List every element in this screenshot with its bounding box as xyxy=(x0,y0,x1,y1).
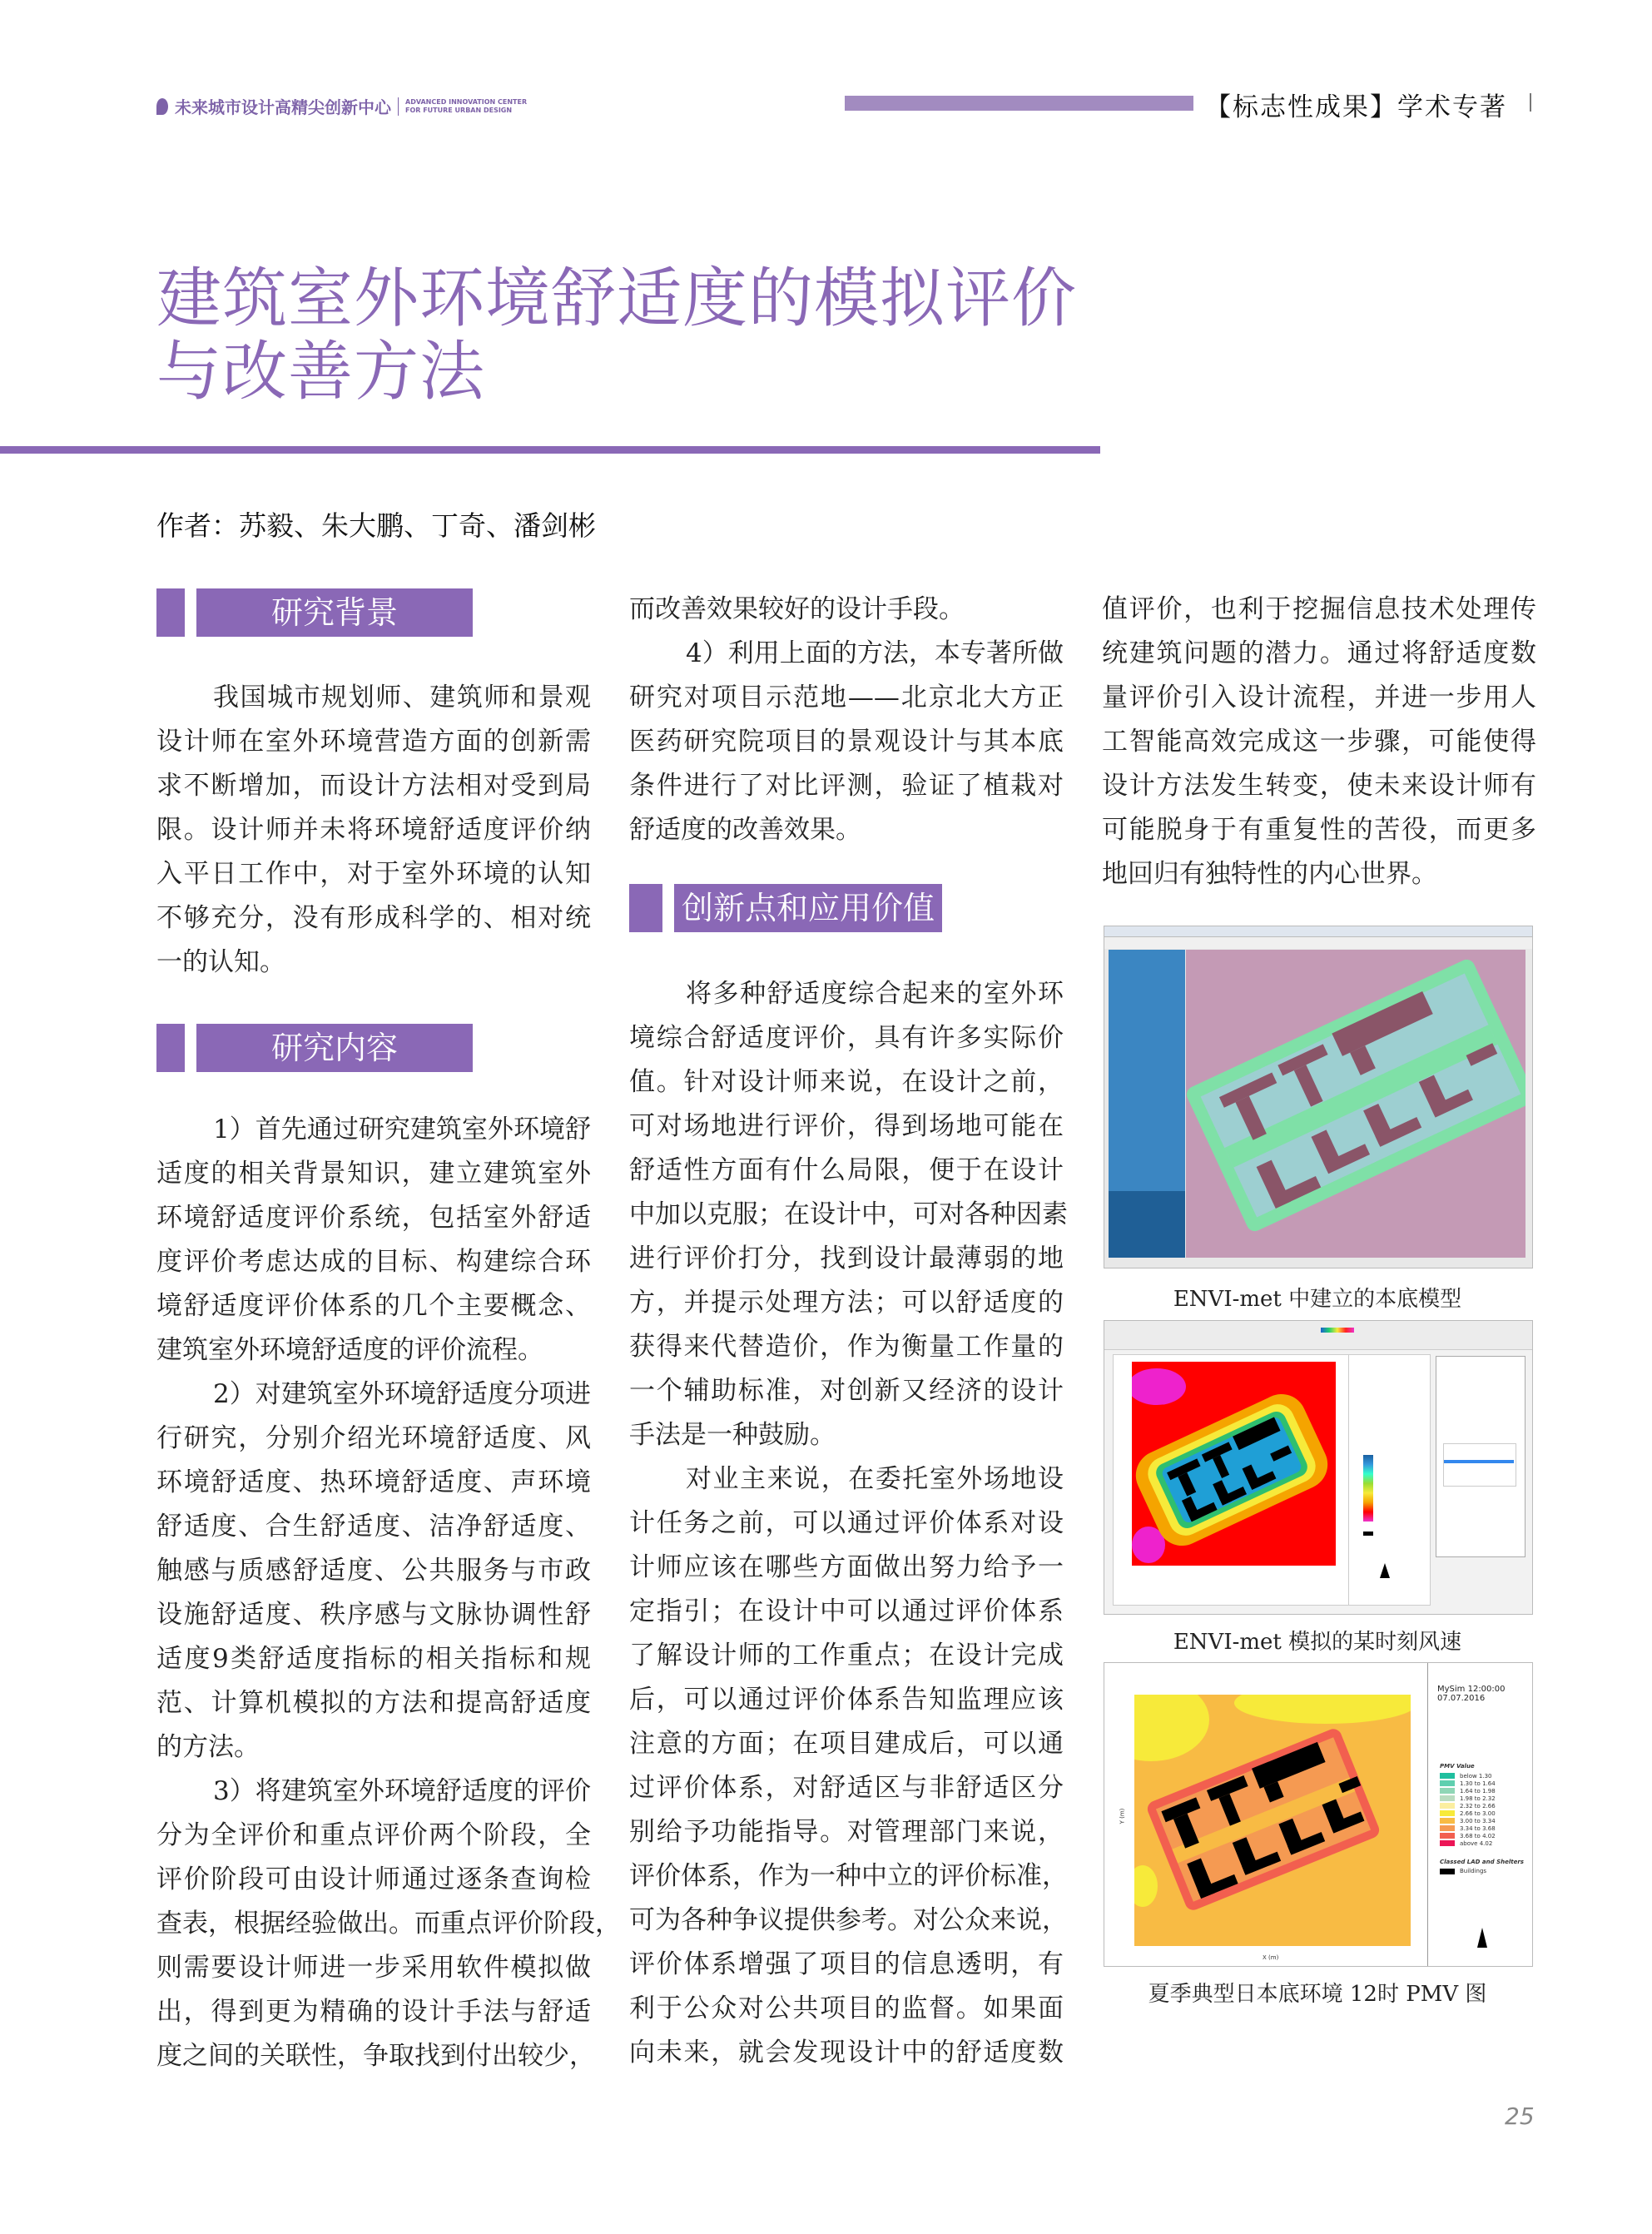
text-line: 分为全评价和重点评价两个阶段，全 xyxy=(156,1820,591,1850)
text-line: 而改善效果较好的设计手段。 xyxy=(629,594,965,624)
text-line: 评价阶段可由设计师通过逐条查询检 xyxy=(156,1864,591,1894)
pmv-legend xyxy=(1440,1763,1524,1874)
figure-2-caption: ENVI-met 模拟的某时刻风速 xyxy=(1173,1630,1462,1655)
legend-swatch xyxy=(1440,1780,1455,1786)
text-line: 设计方法发生转变，使未来设计师有 xyxy=(1102,771,1536,801)
text-line: 一的认知。 xyxy=(156,947,285,977)
text-line: 4）利用上面的方法，本专著所做 xyxy=(686,638,1064,668)
legend-swatch xyxy=(1440,1810,1455,1816)
legend-label: above 4.02 xyxy=(1460,1839,1493,1847)
col1-paragraph-background xyxy=(156,676,591,985)
text-line: 了解设计师的工作重点；在设计完成 xyxy=(629,1641,1064,1671)
legend-label: 3.00 to 3.34 xyxy=(1460,1817,1496,1824)
toolbar xyxy=(1104,937,1532,949)
legend-swatch xyxy=(1440,1833,1455,1839)
text-line: 的方法。 xyxy=(156,1732,260,1762)
wind-map xyxy=(1132,1362,1336,1566)
legend-item xyxy=(1440,1810,1524,1817)
text-line: 查表，根据经验做出。而重点评价阶段， xyxy=(156,1909,621,1939)
text-line: 值评价，也利于挖掘信息技术处理传 xyxy=(1102,594,1536,624)
text-line: 建筑室外环境舒适度的评价流程。 xyxy=(156,1335,543,1365)
window-toolbar xyxy=(1104,1321,1532,1350)
text-line: 将多种舒适度综合起来的室外环 xyxy=(686,979,1064,1009)
legend-title: PMV Value xyxy=(1440,1763,1475,1770)
y-axis-label: Y (m) xyxy=(1119,1808,1126,1824)
title-rule xyxy=(0,446,1100,454)
heading-label: 研究背景 xyxy=(196,588,473,637)
legend-item xyxy=(1440,1802,1524,1810)
text-line: 设计师在室外环境营造方面的创新需 xyxy=(156,727,591,757)
text-line: 研究对项目示范地——北京北大方正 xyxy=(629,683,1064,712)
legend-item xyxy=(1440,1780,1524,1787)
legend-label: 1.30 to 1.64 xyxy=(1460,1780,1496,1787)
text-line: 对业主来说，在委托室外场地设 xyxy=(686,1464,1064,1494)
text-line: 范、计算机模拟的方法和提高舒适度 xyxy=(156,1688,591,1718)
side-panel xyxy=(1109,950,1185,1258)
center-logo xyxy=(156,94,527,118)
text-line: 3）将建筑室外环境舒适度的评价 xyxy=(213,1776,591,1806)
legend-swatch xyxy=(1440,1773,1455,1779)
text-line: 利于公众对公共项目的监督。如果面 xyxy=(629,1993,1064,2023)
text-line: 1）首先通过研究建筑室外环境舒 xyxy=(213,1115,591,1144)
legend-label: Buildings xyxy=(1460,1868,1487,1874)
text-line: 方，并提示处理方法；可以舒适度的 xyxy=(629,1288,1064,1318)
text-line: 进行评价打分，找到设计最薄弱的地 xyxy=(629,1244,1064,1273)
figure-wind-speed xyxy=(1104,1320,1533,1615)
text-line: 定指引；在设计中可以通过评价体系 xyxy=(629,1596,1064,1626)
text-line: 环境舒适度、热环境舒适度、声环境 xyxy=(156,1467,591,1497)
legend-item xyxy=(1440,1817,1524,1824)
header-mark xyxy=(1530,93,1531,112)
heading-block xyxy=(156,1024,185,1072)
text-line: 舒适性方面有什么局限，便于在设计 xyxy=(629,1155,1064,1185)
text-line: 手法是一种鼓励。 xyxy=(629,1420,836,1450)
figure-3-caption: 夏季典型日本底环境 12时 PMV 图 xyxy=(1148,1982,1487,2007)
authors: 作者：苏毅、朱大鹏、丁奇、潘剑彬 xyxy=(156,509,596,542)
col3-paragraph xyxy=(1102,588,1536,896)
legend-item xyxy=(1440,1795,1524,1802)
heading-block xyxy=(629,884,662,932)
text-line: 限。设计师并未将环境舒适度评价纳 xyxy=(156,815,591,845)
text-line: 适度的相关背景知识，建立建筑室外 xyxy=(156,1159,591,1189)
north-arrow-icon xyxy=(1477,1928,1487,1948)
text-line: 获得来代替造价，作为衡量工作量的 xyxy=(629,1332,1064,1362)
text-line: 条件进行了对比评测，验证了植栽对 xyxy=(629,771,1064,801)
sim-title: MySim 12:00:00 07.07.2016 xyxy=(1437,1685,1506,1703)
legend-item xyxy=(1440,1824,1524,1832)
legend-label: 2.32 to 2.66 xyxy=(1460,1802,1496,1810)
legend-label: below 1.30 xyxy=(1460,1772,1492,1780)
legend-label: 1.98 to 2.32 xyxy=(1460,1795,1496,1802)
north-arrow-icon xyxy=(1380,1563,1390,1578)
legend-swatch xyxy=(1440,1803,1455,1809)
text-line: 向未来，就会发现设计中的舒适度数 xyxy=(629,2038,1064,2068)
text-line: 计师应该在哪些方面做出努力给予一 xyxy=(629,1552,1064,1582)
legend-item xyxy=(1440,1772,1524,1780)
leaf-logo-icon xyxy=(156,98,168,115)
logo-cn: 未来城市设计高精尖创新中心 xyxy=(175,97,391,117)
header-accent-bar xyxy=(845,96,1193,111)
legend-label: 2.66 to 3.00 xyxy=(1460,1810,1496,1817)
page-number: 25 xyxy=(1505,2102,1535,2130)
x-axis-label: X (m) xyxy=(1263,1954,1279,1961)
legend-swatch xyxy=(1440,1869,1455,1874)
title-line-1: 建筑室外环境舒适度的模拟评价 xyxy=(156,261,1078,336)
text-line: 度评价考虑达成的目标、构建综合环 xyxy=(156,1247,591,1277)
text-line: 触感与质感舒适度、公共服务与市政 xyxy=(156,1556,591,1586)
logo-divider xyxy=(398,97,399,116)
figure-envimet-model xyxy=(1104,926,1533,1268)
title-line-2: 与改善方法 xyxy=(156,335,486,410)
legend-swatch xyxy=(1440,1825,1455,1831)
col2-paragraphs-top xyxy=(629,588,1064,852)
text-line: 环境舒适度评价系统，包括室外舒适 xyxy=(156,1203,591,1233)
text-line: 行研究，分别介绍光环境舒适度、风 xyxy=(156,1423,591,1453)
text-line: 入平日工作中，对于室外环境的认知 xyxy=(156,859,591,889)
text-line: 评价体系，作为一种中立的评价标准， xyxy=(629,1861,1068,1891)
figure-pmv-map xyxy=(1104,1662,1533,1967)
text-line: 境舒适度评价体系的几个主要概念、 xyxy=(156,1291,591,1321)
text-line: 量评价引入设计流程，并进一步用人 xyxy=(1102,683,1536,712)
text-line: 2）对建筑室外环境舒适度分项进 xyxy=(213,1379,591,1409)
text-line: 我国城市规划师、建筑师和景观 xyxy=(213,683,591,712)
text-line: 适度9类舒适度指标的相关指标和规 xyxy=(156,1644,591,1674)
legend-swatch xyxy=(1440,1840,1455,1846)
text-line: 值。针对设计师来说，在设计之前， xyxy=(629,1067,1064,1097)
text-line: 工智能高效完成这一步骤，可能使得 xyxy=(1102,727,1536,757)
text-line: 出，得到更为精确的设计手法与舒适 xyxy=(156,1997,591,2027)
text-line: 设施舒适度、秩序感与文脉协调性舒 xyxy=(156,1600,591,1630)
text-line: 求不断增加，而设计方法相对受到局 xyxy=(156,771,591,801)
legend-label: 3.34 to 3.68 xyxy=(1460,1824,1496,1832)
model-canvas xyxy=(1186,950,1525,1258)
text-line: 舒适度、合生舒适度、洁净舒适度、 xyxy=(156,1512,591,1541)
shelter-title: Classed LAD and Shelters xyxy=(1440,1859,1524,1865)
data-navigator-panel xyxy=(1436,1356,1525,1557)
legend-item xyxy=(1440,1832,1524,1839)
section-label: 【标志性成果】学术专著 xyxy=(1205,92,1507,122)
legend-item-buildings xyxy=(1440,1868,1524,1874)
text-line: 一个辅助标准，对创新又经济的设计 xyxy=(629,1376,1064,1406)
text-line: 计任务之前，可以通过评价体系对设 xyxy=(629,1508,1064,1538)
text-line: 后，可以通过评价体系告知监理应该 xyxy=(629,1685,1064,1715)
legend-label: 1.64 to 1.98 xyxy=(1460,1787,1496,1795)
legend-swatch xyxy=(1440,1818,1455,1824)
text-line: 地回归有独特性的内心世界。 xyxy=(1102,859,1437,889)
text-line: 别给予功能指导。对管理部门来说， xyxy=(629,1817,1064,1847)
text-line: 度之间的关联性，争取找到付出较少， xyxy=(156,2041,595,2071)
text-line: 则需要设计师进一步采用软件模拟做 xyxy=(156,1953,591,1983)
legend-swatch xyxy=(1440,1795,1455,1801)
text-line: 统建筑问题的潜力。通过将舒适度数 xyxy=(1102,638,1536,668)
heading-label: 创新点和应用价值 xyxy=(674,884,942,932)
pmv-plot xyxy=(1134,1695,1411,1946)
article-title xyxy=(156,262,1077,409)
panel-divider xyxy=(1427,1663,1428,1966)
text-line: 过评价体系，对舒适区与非舒适区分 xyxy=(629,1773,1064,1803)
window-titlebar xyxy=(1104,926,1532,937)
wind-legend xyxy=(1363,1455,1373,1536)
text-line: 境综合舒适度评价，具有许多实际价 xyxy=(629,1023,1064,1053)
heading-block xyxy=(156,588,185,637)
legend-item xyxy=(1440,1787,1524,1795)
text-line: 中加以克服；在设计中，可对各种因素 xyxy=(629,1199,1068,1229)
text-line: 注意的方面；在项目建成后，可以通 xyxy=(629,1729,1064,1759)
legend-swatch xyxy=(1440,1788,1455,1794)
legend-label: 3.68 to 4.02 xyxy=(1460,1832,1496,1839)
text-line: 评价体系增强了项目的信息透明，有 xyxy=(629,1949,1064,1979)
logo-en xyxy=(405,98,527,115)
legend-item xyxy=(1440,1839,1524,1847)
text-line: 不够充分，没有形成科学的、相对统 xyxy=(156,903,591,933)
text-line: 可为各种争议提供参考。对公众来说， xyxy=(629,1905,1068,1935)
text-line: 医药研究院项目的景观设计与其本底 xyxy=(629,727,1064,757)
text-line: 可能脱身于有重复性的苦役，而更多 xyxy=(1102,815,1536,845)
plot-panel xyxy=(1113,1354,1431,1606)
logo-en-line1: ADVANCED INNOVATION CENTER xyxy=(405,97,528,106)
text-line: 舒适度的改善效果。 xyxy=(629,815,861,845)
logo-en-line2: FOR FUTURE URBAN DESIGN xyxy=(405,106,513,114)
figure-1-caption: ENVI-met 中建立的本底模型 xyxy=(1173,1287,1462,1312)
col2-paragraphs-innovation xyxy=(629,972,1068,2075)
heading-label: 研究内容 xyxy=(196,1024,473,1072)
text-line: 可对场地进行评价，得到场地可能在 xyxy=(629,1111,1064,1141)
col1-paragraphs-content xyxy=(156,1108,621,2078)
